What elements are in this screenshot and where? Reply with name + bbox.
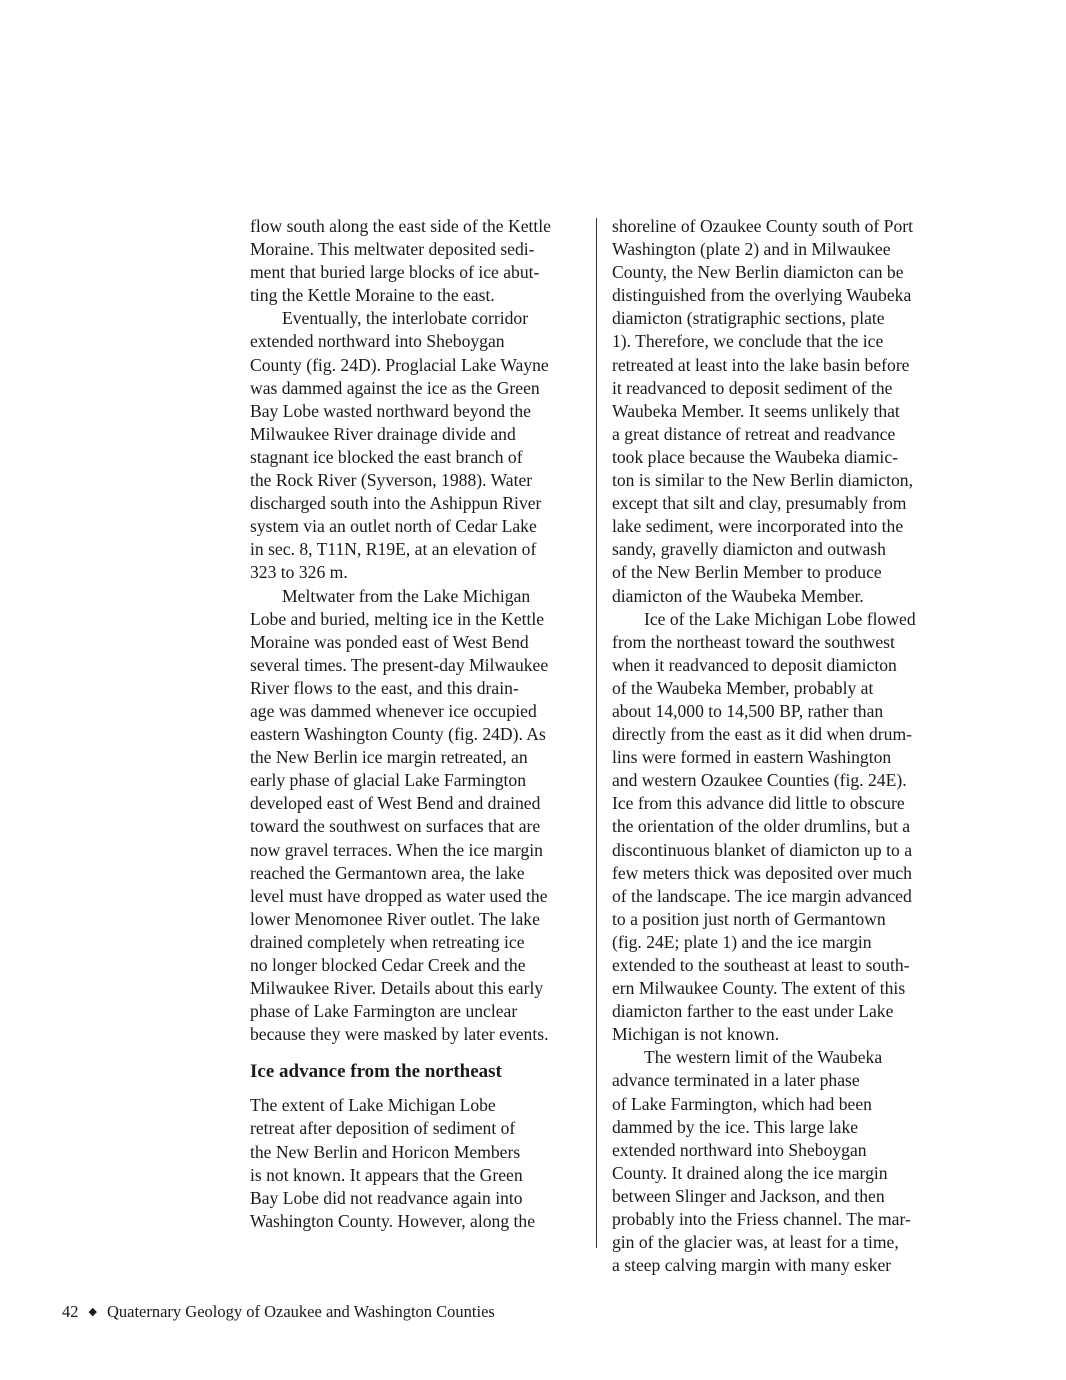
text-line: Meltwater from the Lake Michigan bbox=[282, 585, 531, 606]
text-line: lins were formed in eastern Washington bbox=[612, 747, 892, 768]
text-line: few meters thick was deposited over much bbox=[612, 862, 912, 883]
text-line: and western Ozaukee Counties (fig. 24E). bbox=[612, 770, 907, 791]
text-line: is not known. It appears that the Green bbox=[250, 1164, 523, 1185]
text-line: directly from the east as it did when drum- bbox=[612, 724, 912, 745]
text-line: Michigan is not known. bbox=[612, 1024, 780, 1045]
text-line: ment that buried large blocks of ice abut- bbox=[250, 262, 540, 283]
text-line: of the New Berlin Member to produce bbox=[612, 562, 882, 583]
section-heading: Ice advance from the northeast bbox=[250, 1061, 502, 1083]
text-line: no longer blocked Cedar Creek and the bbox=[250, 955, 526, 975]
text-line: discharged south into the Ashippun River bbox=[250, 493, 542, 514]
text-line: ting the Kettle Moraine to the east. bbox=[250, 285, 495, 306]
text-line: developed east of West Bend and drained bbox=[250, 793, 541, 814]
text-line: took place because the Waubeka diamic- bbox=[612, 446, 898, 467]
text-line: age was dammed whenever ice occupied bbox=[250, 700, 537, 721]
text-line: flow south along the east side of the Kettle bbox=[250, 216, 551, 236]
text-line: County (fig. 24D). Proglacial Lake Wayne bbox=[250, 354, 549, 375]
paragraph bbox=[250, 1094, 580, 1233]
text-line: Washington County. However, along the bbox=[250, 1210, 536, 1231]
text-line: early phase of glacial Lake Farmington bbox=[250, 770, 527, 791]
text-line: except that silt and clay, presumably from bbox=[612, 493, 907, 514]
text-line: a steep calving margin with many esker bbox=[612, 1255, 892, 1276]
text-line: several times. The present-day Milwaukee bbox=[250, 654, 549, 675]
text-line: the New Berlin ice margin retreated, an bbox=[250, 747, 528, 768]
text-line: when it readvanced to deposit diamicton bbox=[612, 654, 897, 675]
text-line: ern Milwaukee County. The extent of this bbox=[612, 978, 906, 999]
text-line: The extent of Lake Michigan Lobe bbox=[250, 1095, 496, 1116]
text-line: in sec. 8, T11N, R19E, at an elevation of bbox=[250, 539, 537, 560]
text-line: shoreline of Ozaukee County south of Port bbox=[612, 216, 913, 236]
text-line: because they were masked by later events. bbox=[250, 1024, 549, 1045]
text-line: lake sediment, were incorporated into the bbox=[612, 516, 904, 537]
text-line: ton is similar to the New Berlin diamicton, bbox=[612, 470, 914, 491]
text-line: reached the Germantown area, the lake bbox=[250, 862, 525, 883]
text-line: now gravel terraces. When the ice margin bbox=[250, 839, 543, 860]
paragraph bbox=[612, 1046, 947, 1277]
text-line: extended to the southeast at least to south- bbox=[612, 955, 910, 975]
text-line: was dammed against the ice as the Green bbox=[250, 377, 540, 398]
text-line: discontinuous blanket of diamicton up to a bbox=[612, 839, 913, 860]
text-line: (fig. 24E; plate 1) and the ice margin bbox=[612, 931, 872, 952]
text-line: 323 to 326 m. bbox=[250, 562, 348, 583]
diamond-bullet-icon: ◆ bbox=[88, 1306, 97, 1318]
left-column bbox=[250, 215, 580, 1233]
text-line: probably into the Friess channel. The mar- bbox=[612, 1209, 911, 1230]
right-column bbox=[612, 215, 947, 1277]
text-line: distinguished from the overlying Waubeka bbox=[612, 285, 912, 306]
paragraph bbox=[250, 215, 580, 307]
text-line: sandy, gravelly diamicton and outwash bbox=[612, 539, 886, 560]
text-line: Lobe and buried, melting ice in the Kettle bbox=[250, 608, 545, 629]
text-line: from the northeast toward the southwest bbox=[612, 631, 895, 652]
paragraph bbox=[250, 307, 580, 584]
text-line: to a position just north of Germantown bbox=[612, 908, 886, 929]
text-line: it readvanced to deposit sediment of the bbox=[612, 377, 893, 398]
text-line: Milwaukee River drainage divide and bbox=[250, 423, 516, 444]
text-line: a great distance of retreat and readvance bbox=[612, 423, 896, 444]
text-line: retreated at least into the lake basin before bbox=[612, 354, 910, 375]
text-line: the New Berlin and Horicon Members bbox=[250, 1141, 521, 1162]
text-line: eastern Washington County (fig. 24D). As bbox=[250, 724, 546, 745]
paragraph bbox=[250, 585, 580, 1047]
text-line: Moraine. This meltwater deposited sedi- bbox=[250, 239, 535, 260]
text-line: The western limit of the Waubeka bbox=[644, 1047, 883, 1068]
text-line: between Slinger and Jackson, and then bbox=[612, 1185, 885, 1206]
text-line: Bay Lobe wasted northward beyond the bbox=[250, 400, 531, 421]
text-line: diamicton farther to the east under Lake bbox=[612, 1001, 894, 1022]
text-line: extended northward into Sheboygan bbox=[612, 1139, 867, 1160]
text-line: County. It drained along the ice margin bbox=[612, 1162, 888, 1183]
text-line: lower Menomonee River outlet. The lake bbox=[250, 908, 540, 929]
text-line: Waubeka Member. It seems unlikely that bbox=[612, 400, 900, 421]
text-line: phase of Lake Farmington are unclear bbox=[250, 1001, 518, 1022]
text-line: Washington (plate 2) and in Milwaukee bbox=[612, 239, 891, 260]
text-line: system via an outlet north of Cedar Lake bbox=[250, 516, 537, 537]
column-divider bbox=[596, 218, 597, 1248]
text-line: gin of the glacier was, at least for a time, bbox=[612, 1232, 899, 1253]
text-line: toward the southwest on surfaces that are bbox=[250, 816, 541, 837]
text-line: Eventually, the interlobate corridor bbox=[282, 308, 529, 329]
text-line: Milwaukee River. Details about this early bbox=[250, 978, 544, 999]
page-number: 42 bbox=[62, 1302, 79, 1321]
text-line: about 14,000 to 14,500 BP, rather than bbox=[612, 700, 884, 721]
text-line: River flows to the east, and this drain- bbox=[250, 677, 519, 698]
text-line: Ice of the Lake Michigan Lobe flowed bbox=[644, 608, 916, 629]
running-title: Quaternary Geology of Ozaukee and Washington Counties bbox=[106, 1302, 495, 1321]
page-footer bbox=[62, 1301, 495, 1323]
text-line: advance terminated in a later phase bbox=[612, 1070, 860, 1091]
text-line: dammed by the ice. This large lake bbox=[612, 1116, 859, 1137]
text-line: stagnant ice blocked the east branch of bbox=[250, 446, 523, 467]
paragraph bbox=[612, 215, 947, 608]
text-line: retreat after deposition of sediment of bbox=[250, 1118, 516, 1139]
text-line: County, the New Berlin diamicton can be bbox=[612, 262, 904, 283]
text-line: level must have dropped as water used the bbox=[250, 885, 548, 906]
text-line: 1). Therefore, we conclude that the ice bbox=[612, 331, 884, 352]
text-line: Bay Lobe did not readvance again into bbox=[250, 1187, 523, 1208]
text-line: the Rock River (Syverson, 1988). Water bbox=[250, 470, 533, 491]
text-line: extended northward into Sheboygan bbox=[250, 331, 505, 352]
text-line: of the Waubeka Member, probably at bbox=[612, 677, 874, 698]
text-line: drained completely when retreating ice bbox=[250, 931, 525, 952]
text-line: of Lake Farmington, which had been bbox=[612, 1093, 872, 1114]
paragraph bbox=[612, 608, 947, 1047]
text-line: diamicton (stratigraphic sections, plate bbox=[612, 308, 885, 329]
text-line: of the landscape. The ice margin advanced bbox=[612, 885, 912, 906]
text-line: diamicton of the Waubeka Member. bbox=[612, 585, 864, 606]
text-line: the orientation of the older drumlins, but a bbox=[612, 816, 911, 837]
text-line: Moraine was ponded east of West Bend bbox=[250, 631, 529, 652]
text-line: Ice from this advance did little to obscure bbox=[612, 793, 905, 814]
